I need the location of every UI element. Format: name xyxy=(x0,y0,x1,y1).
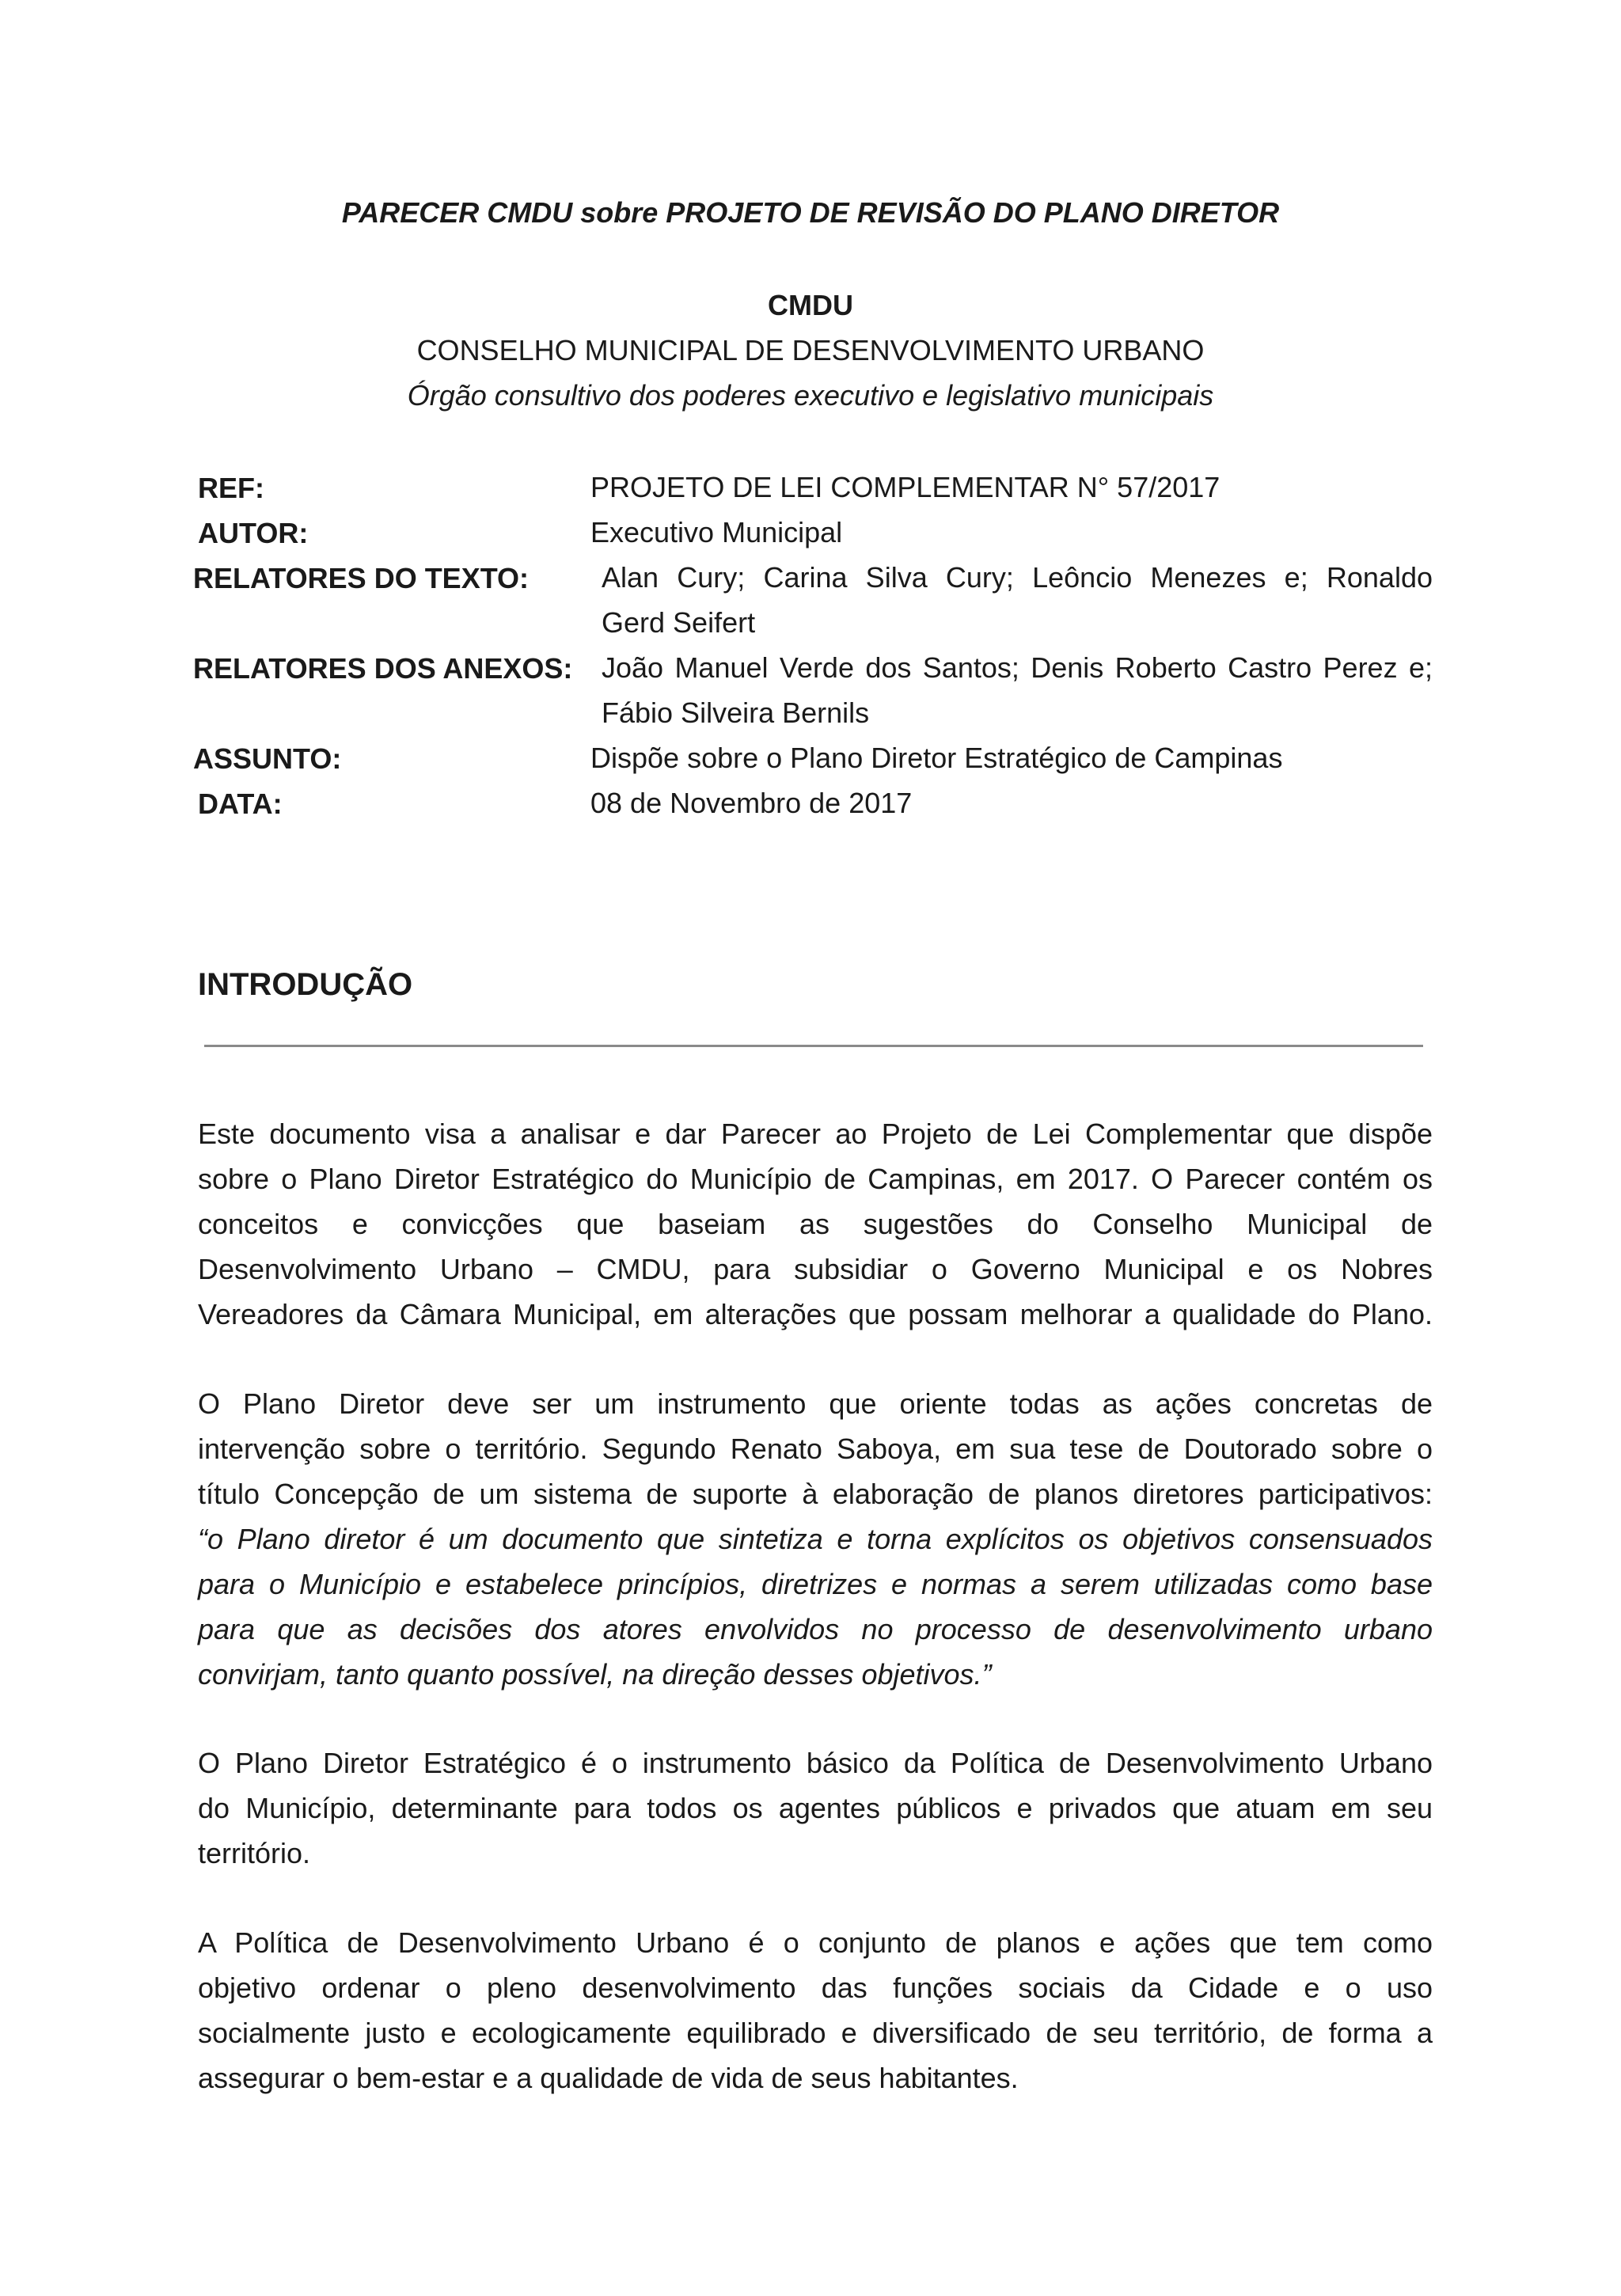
assunto-value: Dispõe sobre o Plano Diretor Estratégico de Campinas xyxy=(590,742,1283,774)
paragraph-line: O Plano Diretor deve ser um instrumento que oriente todas as ações concretas de xyxy=(198,1387,1433,1420)
data-value: 08 de Novembro de 2017 xyxy=(590,787,913,819)
paragraph-line: território. xyxy=(198,1837,311,1869)
relatores-anexos-line1: João Manuel Verde dos Santos; Denis Roberto Castro Perez e; xyxy=(602,651,1433,684)
paragraph-2 xyxy=(198,1381,1433,1697)
quote-line: para o Município e estabelece princípios, diretrizes e normas a serem utilizadas como base xyxy=(198,1568,1433,1600)
paragraph-line: do Município, determinante para todos os agentes públicos e privados que atuam em seu xyxy=(198,1792,1433,1824)
section-title: INTRODUÇÃO xyxy=(198,967,413,1002)
ref-value: PROJETO DE LEI COMPLEMENTAR N° 57/2017 xyxy=(590,471,1220,503)
paragraph-line: A Política de Desenvolvimento Urbano é o conjunto de planos e ações que tem como xyxy=(198,1926,1433,1959)
paragraph-line: Desenvolvimento Urbano – CMDU, para subsidiar o Governo Municipal e os Nobres xyxy=(198,1253,1433,1285)
paragraph-1 xyxy=(198,1111,1433,1337)
autor-value: Executivo Municipal xyxy=(590,516,843,548)
paragraph-line: conceitos e convicções que baseiam as sugestões do Conselho Municipal de xyxy=(198,1208,1433,1240)
relatores-texto-line1: Alan Cury; Carina Silva Cury; Leôncio Menezes e; Ronaldo xyxy=(602,561,1433,594)
section-divider xyxy=(204,1045,1423,1047)
paragraph-line: Este documento visa a analisar e dar Parecer ao Projeto de Lei Complementar que dispõe xyxy=(198,1118,1433,1150)
autor-label: AUTOR: xyxy=(198,517,309,549)
paragraph-line: Vereadores da Câmara Municipal, em alterações que possam melhorar a qualidade do Plano. xyxy=(198,1298,1433,1330)
document-title: PARECER CMDU sobre PROJETO DE REVISÃO DO PLANO DIRETOR xyxy=(341,196,1280,229)
paragraph-line: objetivo ordenar o pleno desenvolvimento das funções sociais da Cidade e o uso xyxy=(198,1972,1433,2004)
quote-line: convirjam, tanto quanto possível, na direção desses objetivos.” xyxy=(198,1658,992,1691)
ref-label: REF: xyxy=(198,472,264,504)
organization-name: CONSELHO MUNICIPAL DE DESENVOLVIMENTO URBANO xyxy=(416,334,1205,366)
paragraph-4 xyxy=(198,1920,1433,2101)
relatores-texto-label: RELATORES DO TEXTO: xyxy=(193,562,530,594)
paragraph-3 xyxy=(198,1740,1433,1876)
organization-abbreviation: CMDU xyxy=(768,289,853,321)
paragraph-line: socialmente justo e ecologicamente equilibrado e diversificado de seu território, de forma a xyxy=(198,2017,1433,2049)
paragraph-line: sobre o Plano Diretor Estratégico do Município de Campinas, em 2017. O Parecer contém os xyxy=(198,1163,1433,1195)
assunto-label: ASSUNTO: xyxy=(193,742,342,775)
relatores-texto-line2: Gerd Seifert xyxy=(602,606,756,639)
relatores-anexos-line2: Fábio Silveira Bernils xyxy=(602,696,870,729)
paragraph-line: assegurar o bem-estar e a qualidade de vida de seus habitantes. xyxy=(198,2062,1019,2094)
organization-description: Órgão consultivo dos poderes executivo e legislativo municipais xyxy=(407,379,1214,412)
paragraph-line: intervenção sobre o território. Segundo Renato Saboya, em sua tese de Doutorado sobre o xyxy=(198,1433,1433,1465)
data-label: DATA: xyxy=(198,787,283,820)
paragraph-line: título Concepção de um sistema de suporte à elaboração de planos diretores participativos: xyxy=(198,1478,1433,1510)
quote-line: “o Plano diretor é um documento que sintetiza e torna explícitos os objetivos consensuados xyxy=(198,1523,1433,1555)
paragraph-line: O Plano Diretor Estratégico é o instrumento básico da Política de Desenvolvimento Urbano xyxy=(198,1747,1433,1779)
relatores-anexos-label: RELATORES DOS ANEXOS: xyxy=(193,652,573,685)
quote-line: para que as decisões dos atores envolvidos no processo de desenvolvimento urbano xyxy=(198,1613,1433,1645)
